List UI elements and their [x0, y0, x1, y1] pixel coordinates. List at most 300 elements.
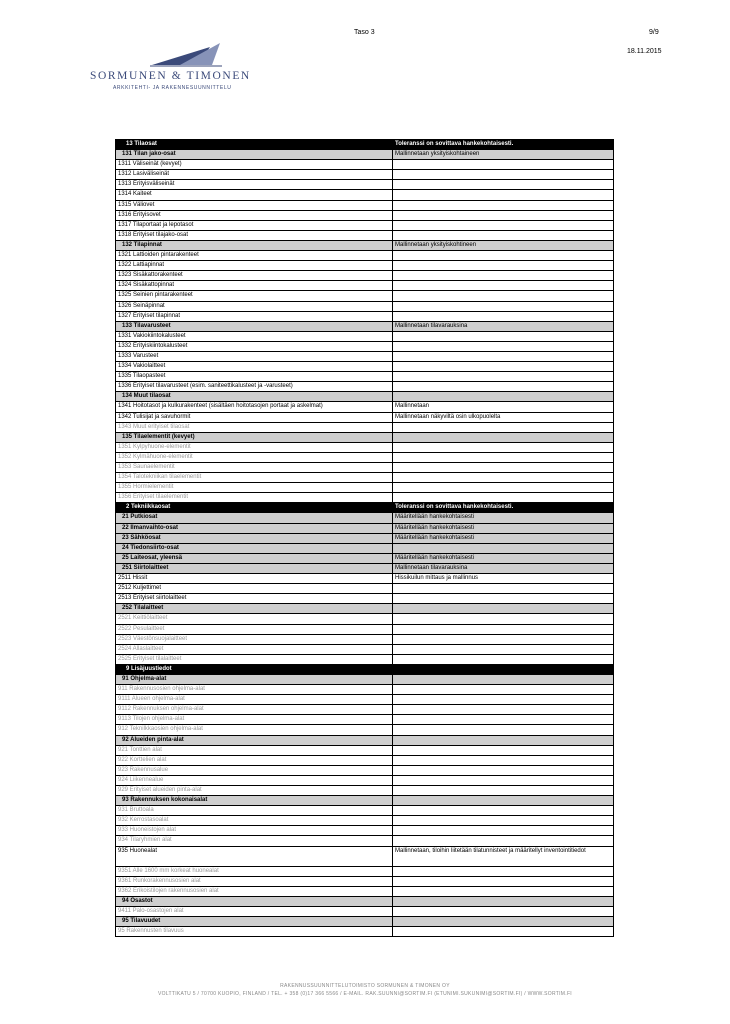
- table-row: [116, 190, 614, 200]
- table-row: [116, 574, 614, 584]
- row-note: [393, 251, 614, 261]
- table-row: [116, 674, 614, 684]
- row-note: [393, 796, 614, 806]
- table-row: [116, 594, 614, 604]
- row-label-cell: [116, 604, 393, 614]
- row-note: [393, 866, 614, 876]
- row-label: 135 Tilaelementit (kevyet): [122, 433, 195, 440]
- table-row: [116, 150, 614, 160]
- table-row: [116, 483, 614, 493]
- table-row: [116, 705, 614, 715]
- row-label-cell: [116, 584, 393, 594]
- row-label-cell: [116, 291, 393, 301]
- row-label-cell: [116, 321, 393, 331]
- row-label-cell: [116, 634, 393, 644]
- row-label-cell: [116, 553, 393, 563]
- table-row: [116, 906, 614, 916]
- footer-contact: VOLTTIKATU 5 / 70700 KUOPIO, FINLAND / TEL. + 358 (0)17 366 5566 / E-MAIL. RAK.SUUNNI@SORTIM.FI (ETUNIMI.SUKUNIMI@SORTIM.FI) / WWW.SORTIM.FI: [157, 991, 573, 997]
- table-row: [116, 473, 614, 483]
- row-label: 2511 Hissit: [118, 575, 148, 582]
- row-label: 1323 Sisäkattorakenteet: [118, 272, 183, 279]
- row-label-cell: [116, 523, 393, 533]
- row-label: 1342 Tulisijat ja savuhormit: [118, 413, 191, 420]
- row-note: Mallinnetaan yksityiskohtaineen: [393, 150, 614, 160]
- row-label: 911 Rakennusosien ohjelma-alat: [118, 686, 205, 693]
- row-label-cell: [116, 180, 393, 190]
- row-label: 1324 Sisäkattopinnat: [118, 282, 175, 289]
- table-row: [116, 341, 614, 351]
- row-label: 1314 Kaiteet: [118, 191, 152, 198]
- row-label-cell: [116, 372, 393, 382]
- row-label: 929 Erityiset alueiden pinta-alat: [118, 787, 202, 793]
- row-note: [393, 735, 614, 745]
- table-row: [116, 917, 614, 927]
- row-label-cell: [116, 846, 393, 866]
- row-label: 935 Huonealat: [118, 847, 158, 854]
- row-label-cell: [116, 432, 393, 442]
- table-row: [116, 442, 614, 452]
- row-note: Mallinnetaan, tiloihin liitetään tilatunnisteet ja määritellyt inventointitiedot: [393, 846, 614, 866]
- row-label: 133 Tilavarusteet: [122, 322, 171, 329]
- row-label-cell: [116, 473, 393, 483]
- row-label: 9 Lisäjuustiedot: [126, 665, 172, 672]
- row-note: [393, 220, 614, 230]
- row-label: 1355 Hormielementit: [118, 484, 174, 491]
- row-label: 1313 Erityisväliseinät: [118, 181, 175, 188]
- row-label: 1353 Saunaelementit: [118, 464, 175, 470]
- row-note: [393, 826, 614, 836]
- row-label: 2524 Allaslaitteet: [118, 645, 164, 652]
- row-note: [393, 715, 614, 725]
- row-note: [393, 664, 614, 674]
- row-note: [393, 392, 614, 402]
- table-row: [116, 806, 614, 816]
- row-label: 1318 Erityiset tilajako-osat: [118, 231, 189, 238]
- row-label: 1315 Väliovet: [118, 201, 155, 208]
- row-note: [393, 281, 614, 291]
- table-row: [116, 563, 614, 573]
- table-row: [116, 543, 614, 553]
- table-row: [116, 220, 614, 230]
- row-label: 1351 Kylpyhuone-elementit: [118, 443, 191, 450]
- table-row: [116, 301, 614, 311]
- table-row: [116, 210, 614, 220]
- row-label: 22 Ilmanvaihto-osat: [122, 524, 179, 531]
- row-label: 1326 Seinäpinnat: [118, 302, 165, 309]
- table-row: [116, 503, 614, 513]
- table-row: [116, 160, 614, 170]
- row-note: [393, 685, 614, 695]
- row-note: [393, 806, 614, 816]
- row-note: [393, 775, 614, 785]
- row-label-cell: [116, 251, 393, 261]
- row-label: 252 Tilalaitteet: [122, 605, 164, 612]
- row-label-cell: [116, 392, 393, 402]
- row-label-cell: [116, 806, 393, 816]
- row-label: 1311 Väliseinät (kevyet): [118, 161, 182, 168]
- row-note: [393, 382, 614, 392]
- row-note: [393, 190, 614, 200]
- row-note: [393, 695, 614, 705]
- row-note: [393, 200, 614, 210]
- row-note: [393, 594, 614, 604]
- row-label-cell: [116, 826, 393, 836]
- row-label: 1356 Erityiset tilaelementit: [118, 494, 189, 501]
- row-label: 94 Osastot: [122, 897, 153, 904]
- row-label-cell: [116, 382, 393, 392]
- row-note: [393, 230, 614, 240]
- table-row: [116, 351, 614, 361]
- row-label-cell: [116, 614, 393, 624]
- table-row: [116, 553, 614, 563]
- row-label: 1331 Vakiokiintokalusteet: [118, 332, 186, 339]
- row-note: Mallinnetaan yksityiskohtineen: [393, 240, 614, 250]
- table-row: [116, 281, 614, 291]
- row-label: 93 Rakennuksen kokonaisalat: [122, 797, 208, 804]
- row-label-cell: [116, 775, 393, 785]
- table-row: [116, 362, 614, 372]
- row-label: 25 Laiteosat, yleensä: [122, 554, 183, 561]
- table-row: [116, 271, 614, 281]
- row-label: 931 Bruttoala: [118, 807, 154, 814]
- row-label: 131 Tilan jako-osat: [122, 151, 176, 158]
- row-note: [393, 755, 614, 765]
- row-label-cell: [116, 170, 393, 180]
- row-note: [393, 927, 614, 937]
- table-row: [116, 240, 614, 250]
- table-row: [116, 372, 614, 382]
- document-title: Taso 3: [354, 29, 375, 36]
- row-note: [393, 180, 614, 190]
- row-note: [393, 160, 614, 170]
- row-label: 251 Siirtolaitteet: [122, 564, 169, 571]
- row-note: [393, 543, 614, 553]
- row-note: [393, 765, 614, 775]
- row-label: 132 Tilapinnat: [122, 241, 162, 248]
- table-row: [116, 311, 614, 321]
- row-label: 9351 Alle 1600 mm korkeat huonealat: [118, 867, 219, 874]
- row-note: [393, 362, 614, 372]
- row-label-cell: [116, 160, 393, 170]
- row-label: 9111 Alueen ohjelma-alat: [118, 696, 185, 703]
- table-row: [116, 180, 614, 190]
- row-label: 134 Muut tilaosat: [122, 393, 171, 400]
- table-row: [116, 685, 614, 695]
- table-row: [116, 695, 614, 705]
- row-note: [393, 301, 614, 311]
- row-label-cell: [116, 917, 393, 927]
- row-label-cell: [116, 876, 393, 886]
- row-note: [393, 261, 614, 271]
- row-label-cell: [116, 210, 393, 220]
- row-label-cell: [116, 412, 393, 422]
- table-row: [116, 140, 614, 150]
- row-label: 1343 Muut erityiset tilaosat: [118, 423, 190, 430]
- row-note: [393, 452, 614, 462]
- row-label: 9112 Rakennuksen ohjelma-alat: [118, 706, 204, 713]
- row-label: 2522 Pesulaitteet: [118, 625, 165, 632]
- row-label-cell: [116, 301, 393, 311]
- row-label-cell: [116, 261, 393, 271]
- row-label: 9411 Palo-osastojen alat: [118, 907, 184, 914]
- row-label-cell: [116, 594, 393, 604]
- table-row: [116, 816, 614, 826]
- row-note: [393, 463, 614, 473]
- row-note: [393, 584, 614, 594]
- table-row: [116, 614, 614, 624]
- table-row: [116, 422, 614, 432]
- row-label: 24 Tiedonsiirto-osat: [122, 544, 179, 551]
- row-label: 932 Kerrostasoalat: [118, 817, 169, 824]
- table-row: [116, 796, 614, 806]
- row-label-cell: [116, 190, 393, 200]
- table-row: [116, 200, 614, 210]
- table-row: [116, 826, 614, 836]
- row-label: 1322 Lattiapinnat: [118, 262, 165, 269]
- row-label-cell: [116, 200, 393, 210]
- row-note: [393, 442, 614, 452]
- table-row: [116, 170, 614, 180]
- row-label: 9361 Runkorakennusosien alat: [118, 877, 201, 884]
- row-label-cell: [116, 230, 393, 240]
- page-number: 9/9: [649, 29, 659, 36]
- row-label-cell: [116, 644, 393, 654]
- table-row: [116, 584, 614, 594]
- row-label: 21 Putkiosat: [122, 514, 158, 521]
- row-note: [393, 210, 614, 220]
- row-label: 2521 Keittiölaitteet: [118, 615, 168, 622]
- row-label: 2525 Erityiset tilalaitteet: [118, 655, 182, 662]
- table-row: [116, 735, 614, 745]
- row-label-cell: [116, 725, 393, 735]
- table-row: [116, 846, 614, 866]
- row-label: 9362 Erikoistilojen rakennusosien alat: [118, 887, 219, 894]
- row-label-cell: [116, 331, 393, 341]
- row-label: 1325 Seinien pintarakenteet: [118, 292, 193, 299]
- row-label: 1327 Erityiset tilapinnat: [118, 312, 181, 319]
- row-label-cell: [116, 402, 393, 412]
- row-label-cell: [116, 442, 393, 452]
- table-row: [116, 523, 614, 533]
- row-label: 2513 Erityiset siirtolaitteet: [118, 595, 187, 602]
- row-label-cell: [116, 816, 393, 826]
- row-label: 13 Tilaosat: [126, 141, 157, 147]
- row-note: Määritellään hankekohtaisesti: [393, 513, 614, 523]
- row-note: [393, 604, 614, 614]
- row-note: [393, 493, 614, 503]
- row-label: 1312 Lasiväliseinät: [118, 171, 170, 178]
- logo-mark-icon: [150, 43, 222, 67]
- table-row: [116, 624, 614, 634]
- row-note: Määritellään hankekohtaisesti: [393, 553, 614, 563]
- row-label-cell: [116, 654, 393, 664]
- row-label-cell: [116, 281, 393, 291]
- row-label-cell: [116, 240, 393, 250]
- row-note: Mallinnetaan näkyviltä osin ulkopuolelta: [393, 412, 614, 422]
- table-row: [116, 876, 614, 886]
- table-row: [116, 745, 614, 755]
- row-note: [393, 906, 614, 916]
- table-row: [116, 896, 614, 906]
- row-note: [393, 291, 614, 301]
- table-row: [116, 644, 614, 654]
- row-label-cell: [116, 140, 393, 150]
- row-note: Mallinnetaan: [393, 402, 614, 412]
- row-label-cell: [116, 362, 393, 372]
- row-label: 1317 Tilaportaat ja lepotasot: [118, 221, 194, 228]
- footer-company: RAKENNUSSUUNNITTELUTOIMISTO SORMUNEN & TIMONEN OY: [280, 983, 450, 989]
- row-label: 923 Rakennusalue: [118, 766, 169, 773]
- row-label-cell: [116, 543, 393, 553]
- table-row: [116, 432, 614, 442]
- row-label-cell: [116, 866, 393, 876]
- row-label-cell: [116, 685, 393, 695]
- row-note: [393, 432, 614, 442]
- row-note: [393, 836, 614, 846]
- table-row: [116, 886, 614, 896]
- row-label-cell: [116, 927, 393, 937]
- table-row: [116, 664, 614, 674]
- row-label-cell: [116, 886, 393, 896]
- row-label-cell: [116, 735, 393, 745]
- row-label-cell: [116, 150, 393, 160]
- table-row: [116, 786, 614, 796]
- row-label: 933 Huoneistojen alat: [118, 827, 177, 834]
- row-label-cell: [116, 503, 393, 513]
- row-label-cell: [116, 483, 393, 493]
- row-note: [393, 917, 614, 927]
- spec-table: [115, 139, 614, 937]
- row-note: [393, 271, 614, 281]
- row-label: 23 Sähköosat: [122, 534, 161, 541]
- table-row: [116, 634, 614, 644]
- table-row: [116, 927, 614, 937]
- row-label: 1354 Talotekniikan tilaelementit: [118, 474, 202, 481]
- logo-subtitle: ARKKITEHTI- JA RAKENNESUUNNITTELU: [113, 85, 232, 91]
- row-label-cell: [116, 271, 393, 281]
- row-label-cell: [116, 715, 393, 725]
- row-label: 1316 Erityisovet: [118, 211, 161, 218]
- row-note: Mallinnetaan tilavarauksina: [393, 563, 614, 573]
- row-label: 1332 Erityiskiintokalusteet: [118, 342, 188, 349]
- row-label-cell: [116, 755, 393, 765]
- row-label: 1321 Lattioiden pintarakenteet: [118, 252, 199, 259]
- row-label-cell: [116, 745, 393, 755]
- row-note: [393, 745, 614, 755]
- row-label-cell: [116, 463, 393, 473]
- row-label: 2523 Väestönsuojalaitteet: [118, 635, 188, 642]
- row-note: [393, 674, 614, 684]
- row-label-cell: [116, 493, 393, 503]
- row-label: 1341 Hoitotasot ja kulkurakenteet (sisältäen hoitotasojen portaat ja askelmat): [118, 403, 323, 410]
- row-label-cell: [116, 513, 393, 523]
- table-row: [116, 251, 614, 261]
- row-label-cell: [116, 896, 393, 906]
- row-label-cell: [116, 705, 393, 715]
- row-label: 95 Tilavuudet: [122, 918, 161, 925]
- row-label: 2 Tekniikkaosat: [126, 504, 171, 511]
- row-label: 95 Rakennusten tilavuus: [118, 928, 184, 935]
- row-label: 912 Teknilkkaosien ohjelma-alat: [118, 726, 203, 733]
- table-row: [116, 463, 614, 473]
- table-row: [116, 412, 614, 422]
- table-row: [116, 493, 614, 503]
- row-label-cell: [116, 422, 393, 432]
- row-note: Määritellään hankekohtaisesti: [393, 523, 614, 533]
- row-note: [393, 634, 614, 644]
- row-label-cell: [116, 452, 393, 462]
- row-note: Mallinnetaan tilavarauksina: [393, 321, 614, 331]
- row-label: 922 Korttelien alat: [118, 756, 167, 763]
- row-label: 91 Ohjelma-alat: [122, 675, 167, 682]
- row-note: [393, 644, 614, 654]
- table-row: [116, 321, 614, 331]
- row-note: [393, 351, 614, 361]
- table-row: [116, 604, 614, 614]
- row-note: [393, 331, 614, 341]
- row-label-cell: [116, 695, 393, 705]
- table-row: [116, 836, 614, 846]
- row-label: 1352 Kylmähuone-elementit: [118, 453, 193, 460]
- table-row: [116, 725, 614, 735]
- table-row: [116, 261, 614, 271]
- row-label-cell: [116, 836, 393, 846]
- table-row: [116, 452, 614, 462]
- row-label: 924 Liikennealue: [118, 776, 164, 783]
- row-label: 934 Tilaryhmien alat: [118, 837, 172, 844]
- row-note: [393, 170, 614, 180]
- row-label: 9113 Tilojen ohjelma-alat: [118, 716, 185, 723]
- row-label-cell: [116, 533, 393, 543]
- row-label-cell: [116, 220, 393, 230]
- row-label: 92 Alueiden pinta-alat: [122, 736, 184, 743]
- row-label-cell: [116, 786, 393, 796]
- row-label-cell: [116, 624, 393, 634]
- table-row: [116, 755, 614, 765]
- table-row: [116, 230, 614, 240]
- row-label-cell: [116, 341, 393, 351]
- row-note: [393, 705, 614, 715]
- table-row: [116, 402, 614, 412]
- row-label-cell: [116, 765, 393, 775]
- row-note: [393, 786, 614, 796]
- table-row: [116, 654, 614, 664]
- table-row: [116, 382, 614, 392]
- document-date: 18.11.2015: [627, 48, 662, 55]
- row-note: [393, 816, 614, 826]
- table-row: [116, 291, 614, 301]
- table-row: [116, 392, 614, 402]
- row-note: [393, 372, 614, 382]
- row-note: [393, 341, 614, 351]
- row-label: 2512 Kuljettimet: [118, 585, 162, 592]
- row-label-cell: [116, 563, 393, 573]
- row-note: [393, 654, 614, 664]
- row-note: [393, 422, 614, 432]
- logo-company-name: SORMUNEN & TIMONEN: [90, 70, 251, 82]
- row-label-cell: [116, 906, 393, 916]
- row-label-cell: [116, 796, 393, 806]
- row-note: Toleranssi on sovittava hankekohtaisesti.: [393, 140, 614, 150]
- row-note: [393, 876, 614, 886]
- row-note: [393, 311, 614, 321]
- table-row: [116, 765, 614, 775]
- row-label: 1336 Erityiset tilavarusteet (esim. saniteettikalusteet ja -varusteet): [118, 383, 293, 390]
- row-label: 1334 Vakiolaitteet: [118, 363, 166, 370]
- row-label-cell: [116, 311, 393, 321]
- table-row: [116, 866, 614, 876]
- row-note: Hissikuilun mittaus ja mallinnus: [393, 574, 614, 584]
